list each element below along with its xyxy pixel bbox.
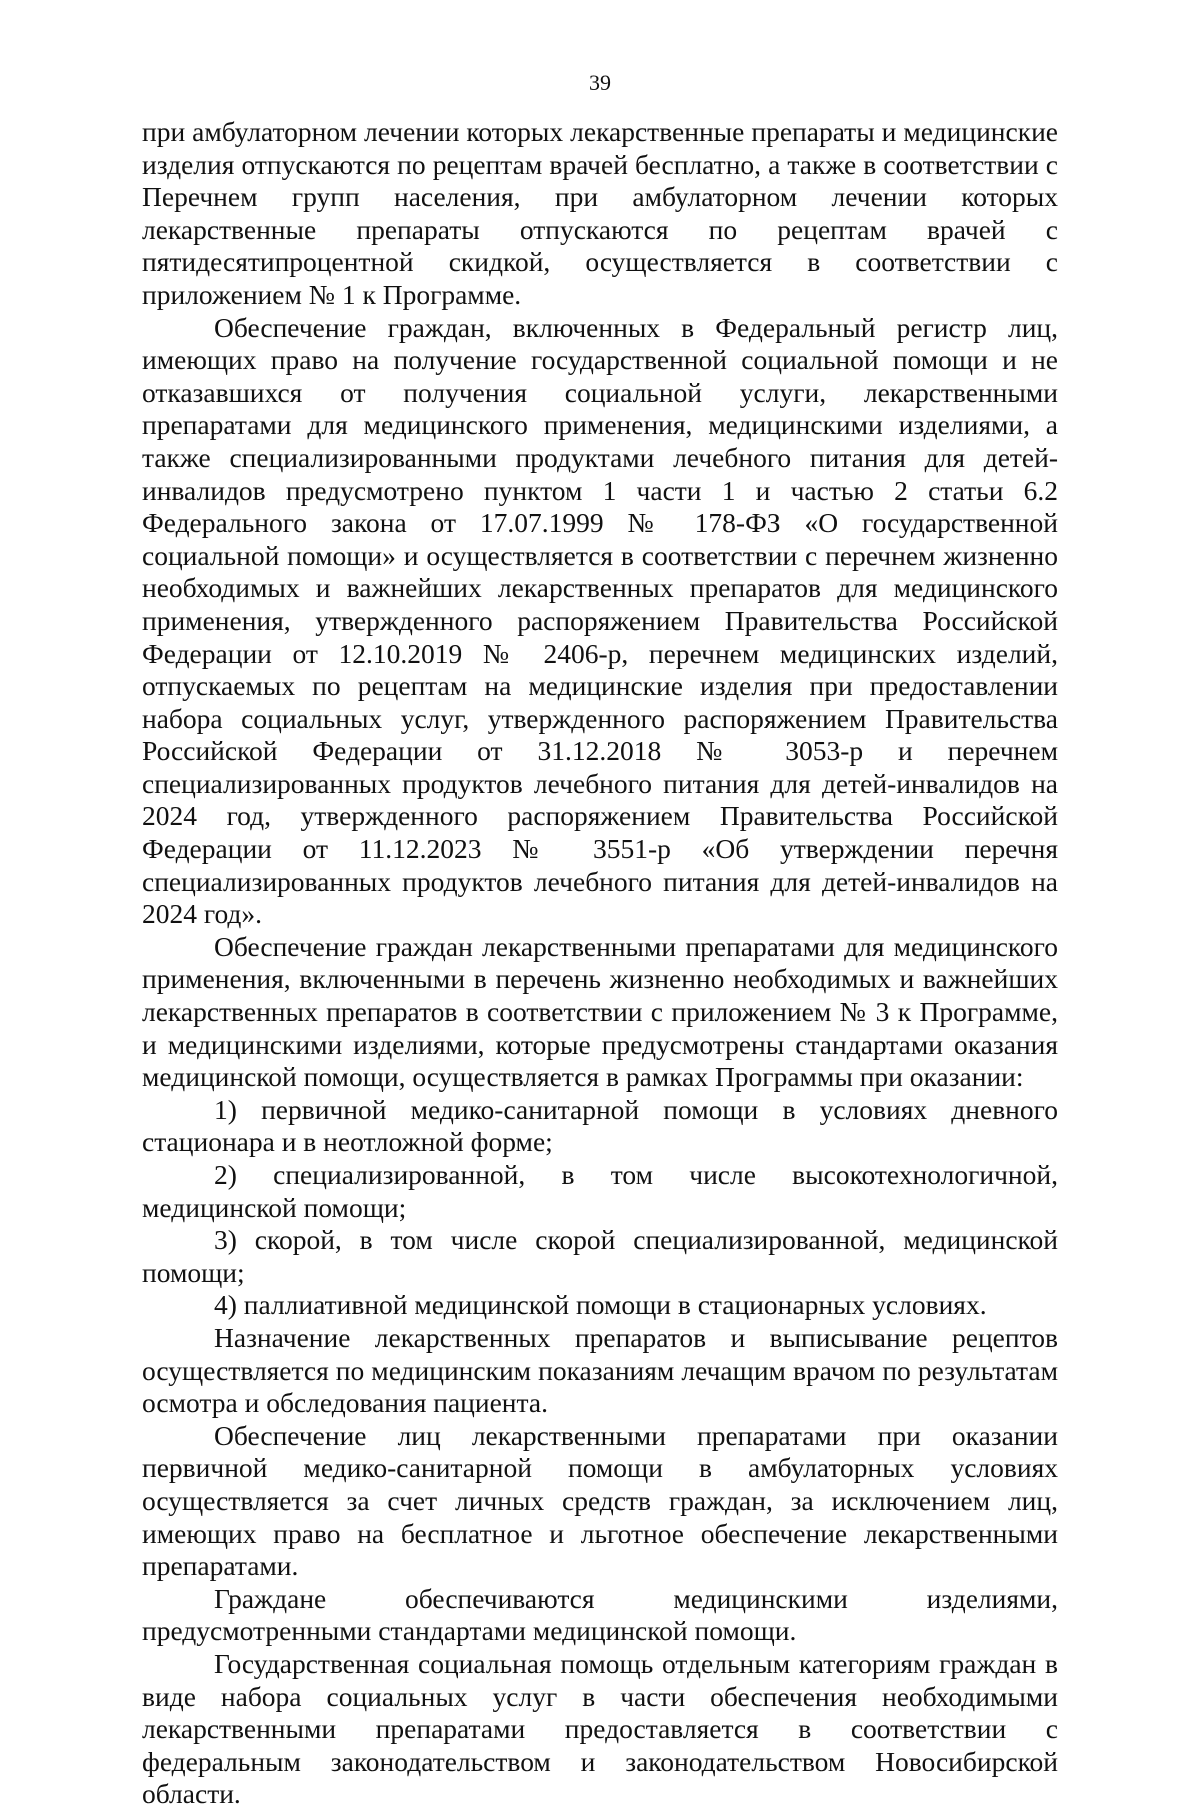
paragraph-state-social-assistance: Государственная социальная помощь отдельным категориям граждан в виде набора социальных услуг в части обеспечения необходимыми лекарственными препаратами предоставляется в соответствии с федеральным законодательством и законодательством Новосибирской области.	[142, 1647, 1058, 1810]
page-number: 39	[589, 70, 611, 95]
list-item-specialized-care: 2) специализированной, в том числе высокотехнологичной, медицинской помощи;	[142, 1159, 1058, 1223]
list-item-primary-care: 1) первичной медико-санитарной помощи в условиях дневного стационара и в неотложной форме;	[142, 1093, 1058, 1158]
list-item-emergency-care: 3) скорой, в том числе скорой специализированной, медицинской помощи;	[142, 1224, 1058, 1288]
paragraph-program-provision: Обеспечение граждан лекарственными препаратами для медицинского применения, включенными в перечень жизненно необходимых и важнейших лекарственных препаратов в соответствии с приложением № 3 к Программе, и медицинскими изделиями, которые предусмотрены стандартами оказания медицинской помощи, осуществляется в рамках Программы при оказании:	[142, 930, 1058, 1093]
list-item-palliative-care: 4) паллиативной медицинской помощи в стационарных условиях.	[214, 1289, 987, 1321]
document-body	[142, 116, 1058, 1811]
paragraph-federal-register-provision: Обеспечение граждан, включенных в Федеральный регистр лиц, имеющих право на получение государственной социальной помощи и не отказавшихся от получения социальной услуги, лекарственными препаратами для медицинского применения, медицинскими изделиями, а также специализированными продуктами лечебного питания для детей-инвалидов предусмотрено пунктом 1 части 1 и частью 2 статьи 6.2 Федерального закона от 17.07.1999 № 178-ФЗ «О государственной социальной помощи» и осуществляется в соответствии с перечнем жизненно необходимых и важнейших лекарственных препаратов для медицинского применения, утвержденного распоряжением Правительства Российской Федерации от 12.10.2019 № 2406-р, перечнем медицинских изделий, отпускаемых по рецептам на медицинские изделия при предоставлении набора социальных услуг, утвержденного распоряжением Правительства Российской Федерации от 31.12.2018 № 3053-р и перечнем специализированных продуктов лечебного питания для детей-инвалидов на 2024 год, утвержденного распоряжением Правительства Российской Федерации от 11.12.2023 № 3551-р «Об утверждении перечня специализированных продуктов лечебного питания для детей-инвалидов на 2024 год».	[142, 311, 1058, 930]
paragraph-prescription: Назначение лекарственных препаратов и выписывание рецептов осуществляется по медицинским показаниям лечащим врачом по результатам осмотра и обследования пациента.	[142, 1321, 1058, 1419]
paragraph-outpatient-provision: Обеспечение лиц лекарственными препаратами при оказании первичной медико-санитарной помощи в амбулаторных условиях осуществляется за счет личных средств граждан, за исключением лиц, имеющих право на бесплатное и льготное обеспечение лекарственными препаратами.	[142, 1419, 1058, 1582]
paragraph-continued: при амбулаторном лечении которых лекарственные препараты и медицинские изделия отпускаются по рецептам врачей бесплатно, а также в соответствии с Перечнем групп населения, при амбулаторном лечении которых лекарственные препараты отпускаются по рецептам врачей с пятидесятипроцентной скидкой, осуществляется в соответствии с приложением № 1 к Программе.	[142, 116, 1058, 310]
paragraph-medical-devices: Граждане обеспечиваются медицинскими изделиями, предусмотренными стандартами медицинской помощи.	[142, 1582, 1058, 1647]
